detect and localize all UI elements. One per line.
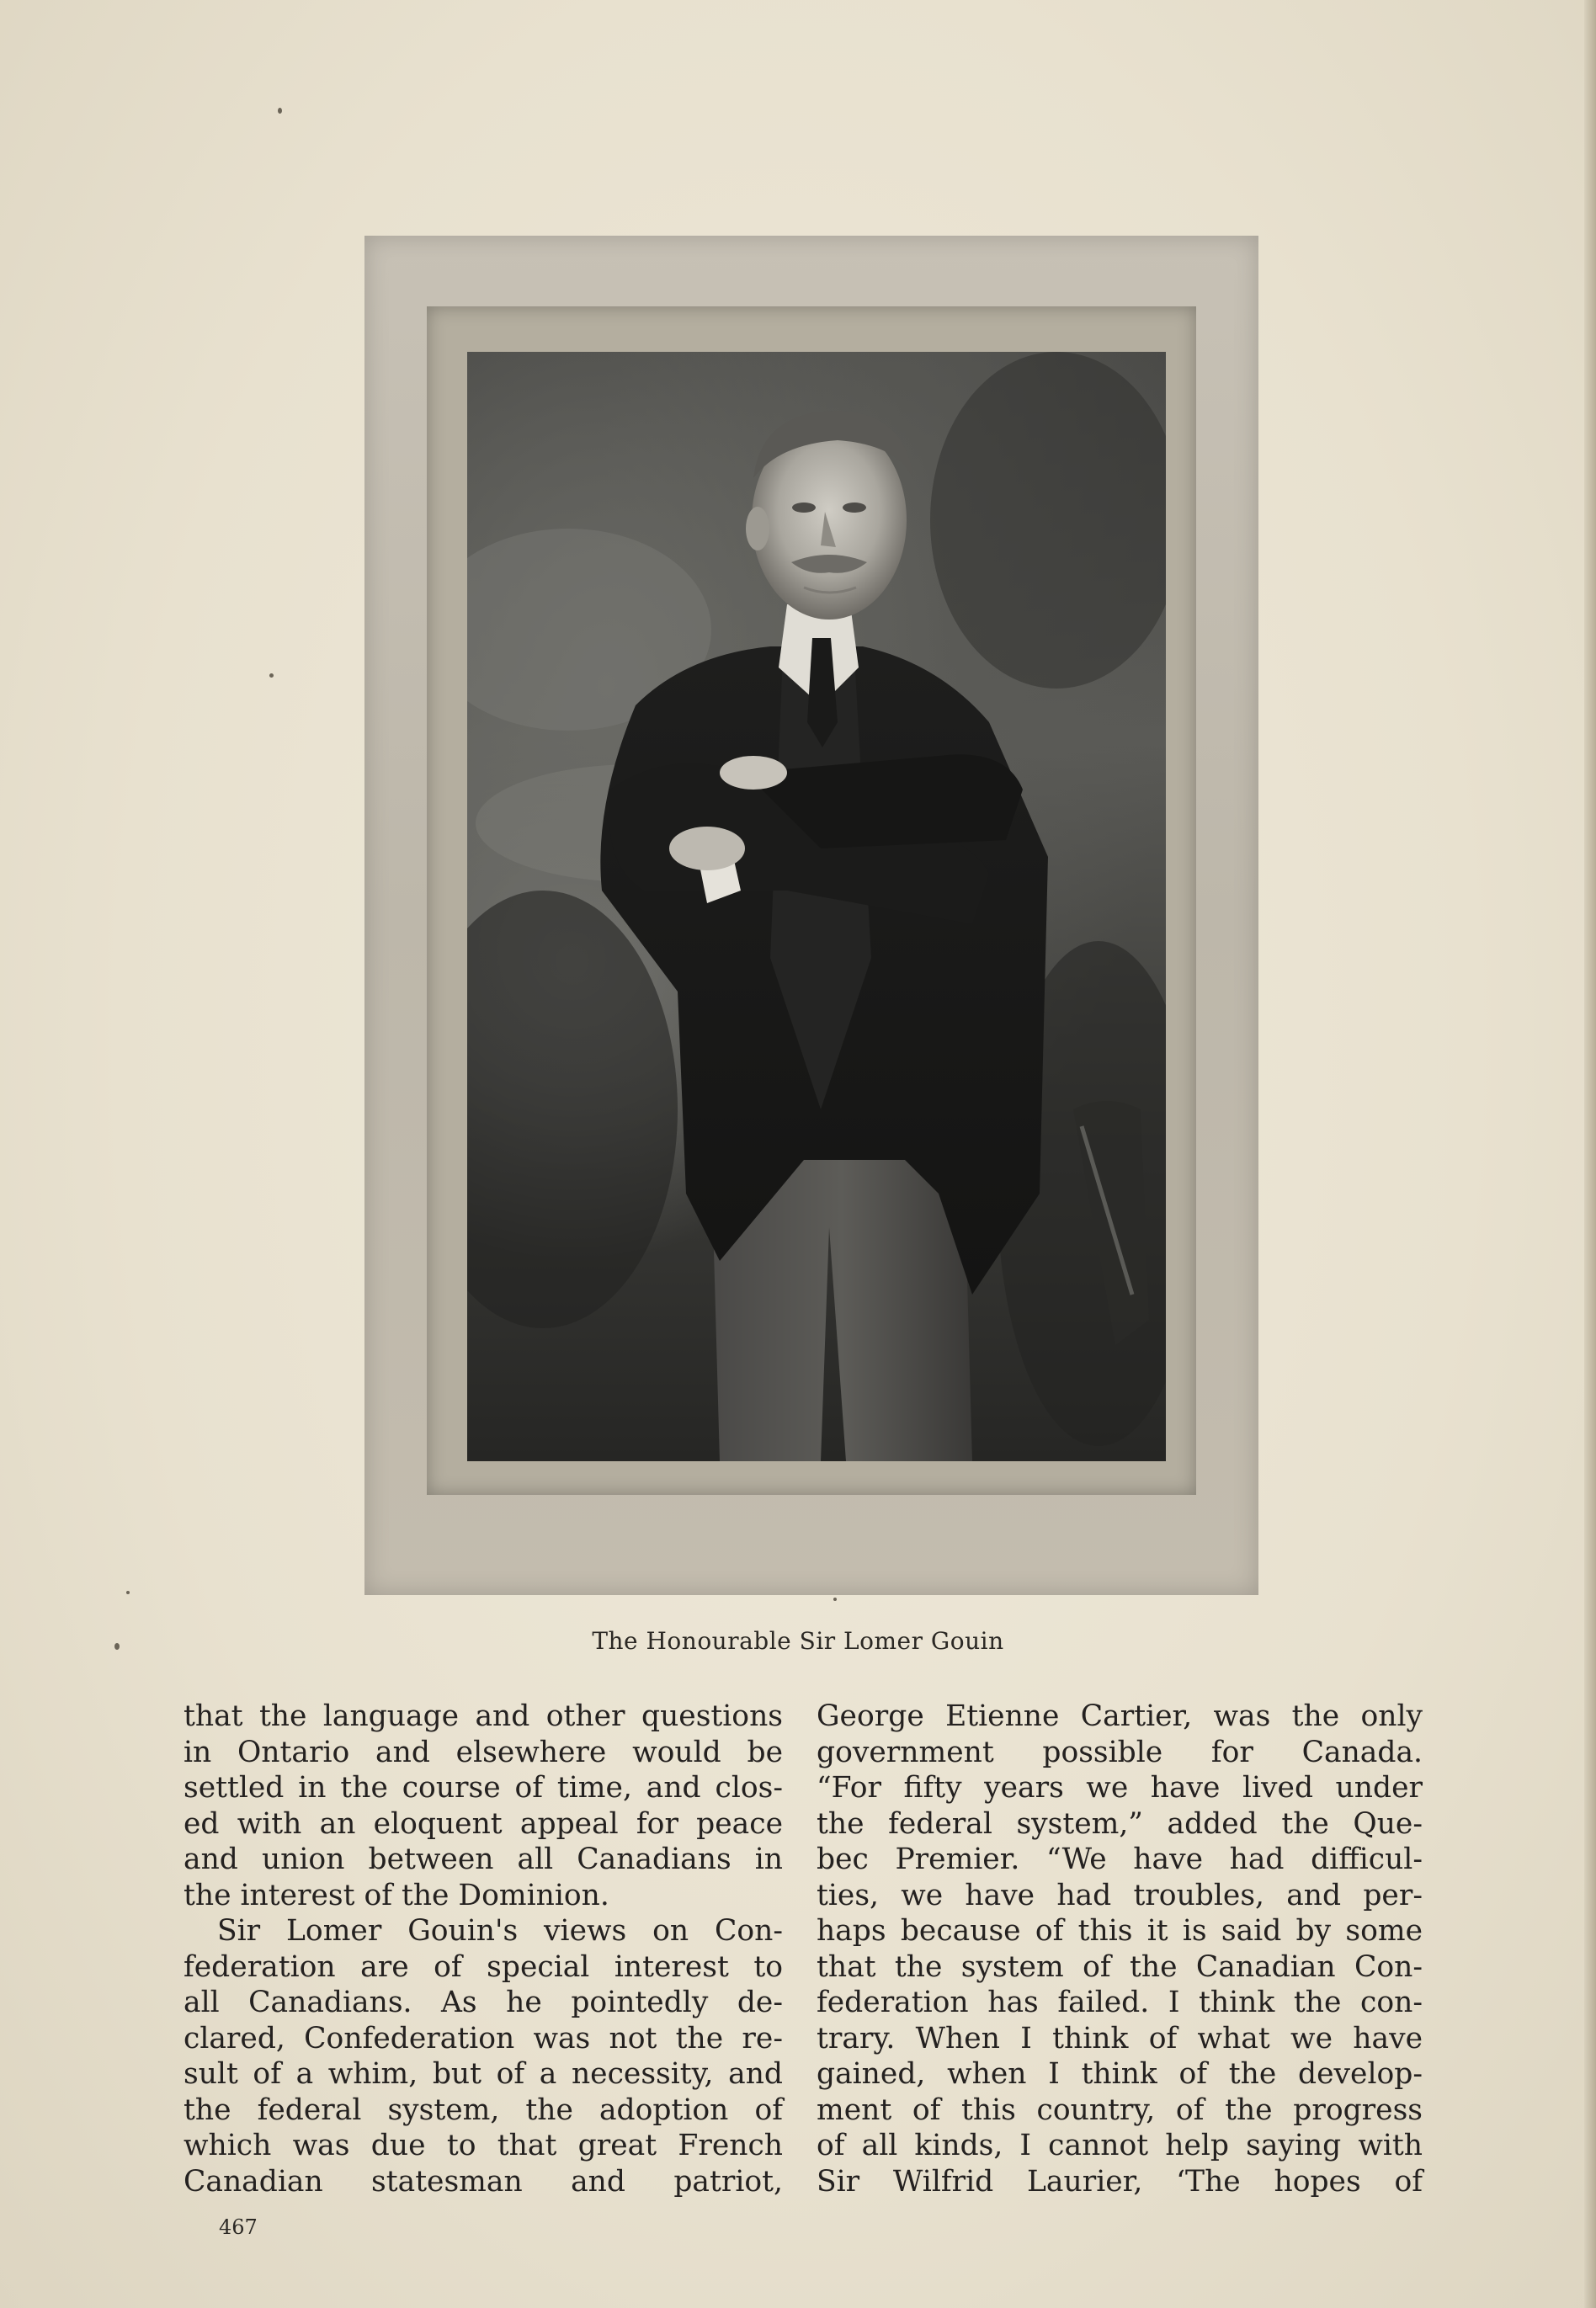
- left-column: [184, 1699, 783, 2199]
- text-line: gained, when I think of the develop-: [817, 2057, 1423, 2091]
- text-line: bec Premier. “We have had difficul-: [817, 1843, 1423, 1876]
- text-line: Canadian statesman and patriot,: [184, 2164, 783, 2199]
- text-line: settled in the course of time, and clos-: [184, 1771, 783, 1805]
- photo-caption: The Honourable Sir Lomer Gouin: [592, 1627, 1004, 1655]
- text-line: Sir Lomer Gouin's views on Con-: [217, 1914, 783, 1948]
- text-line: that the language and other questions: [184, 1699, 783, 1733]
- text-line: of all kinds, I cannot help saying with: [817, 2129, 1423, 2162]
- text-line: Sir Wilfrid Laurier, ‘The hopes of: [817, 2164, 1423, 2199]
- paper-speck: [278, 108, 282, 114]
- portrait-figure: [467, 352, 1166, 1461]
- text-line: trary. When I think of what we have: [817, 2021, 1423, 2055]
- text-line: which was due to that great French: [184, 2129, 783, 2162]
- paper-speck: [833, 1598, 837, 1601]
- text-line: haps because of this it is said by some: [817, 1914, 1423, 1948]
- text-line: sult of a whim, but of a necessity, and: [184, 2057, 783, 2091]
- text-line: ed with an eloquent appeal for peace: [184, 1806, 783, 1841]
- text-line: the federal system, the adoption of: [184, 2093, 783, 2127]
- text-line: federation are of special interest to: [184, 1949, 783, 1984]
- text-line: federation has failed. I think the con-: [817, 1986, 1423, 2019]
- text-line: the interest of the Dominion.: [184, 1878, 609, 1912]
- page-number: 467: [219, 2215, 258, 2239]
- text-line: in Ontario and elsewhere would be: [184, 1735, 783, 1769]
- text-line: that the system of the Canadian Con-: [817, 1949, 1423, 1984]
- text-line: and union between all Canadians in: [184, 1843, 783, 1876]
- paper-speck: [126, 1591, 130, 1594]
- paper-speck: [269, 673, 274, 678]
- page-edge-shadow: [1584, 0, 1596, 2308]
- text-line: all Canadians. As he pointedly de-: [184, 1986, 783, 2019]
- portrait-photograph: [467, 352, 1166, 1461]
- text-line: “For fifty years we have lived under: [817, 1771, 1423, 1805]
- photo-mat: [427, 306, 1196, 1495]
- text-line: the federal system,” added the Que-: [817, 1806, 1423, 1841]
- right-column: [817, 1699, 1423, 2199]
- text-line: George Etienne Cartier, was the only: [817, 1699, 1423, 1733]
- text-line: government possible for Canada.: [817, 1735, 1423, 1769]
- photo-plate: [364, 236, 1258, 1595]
- text-line: clared, Confederation was not the re-: [184, 2021, 783, 2055]
- text-line: ties, we have had troubles, and per-: [817, 1878, 1423, 1912]
- text-line: ment of this country, of the progress: [817, 2093, 1423, 2127]
